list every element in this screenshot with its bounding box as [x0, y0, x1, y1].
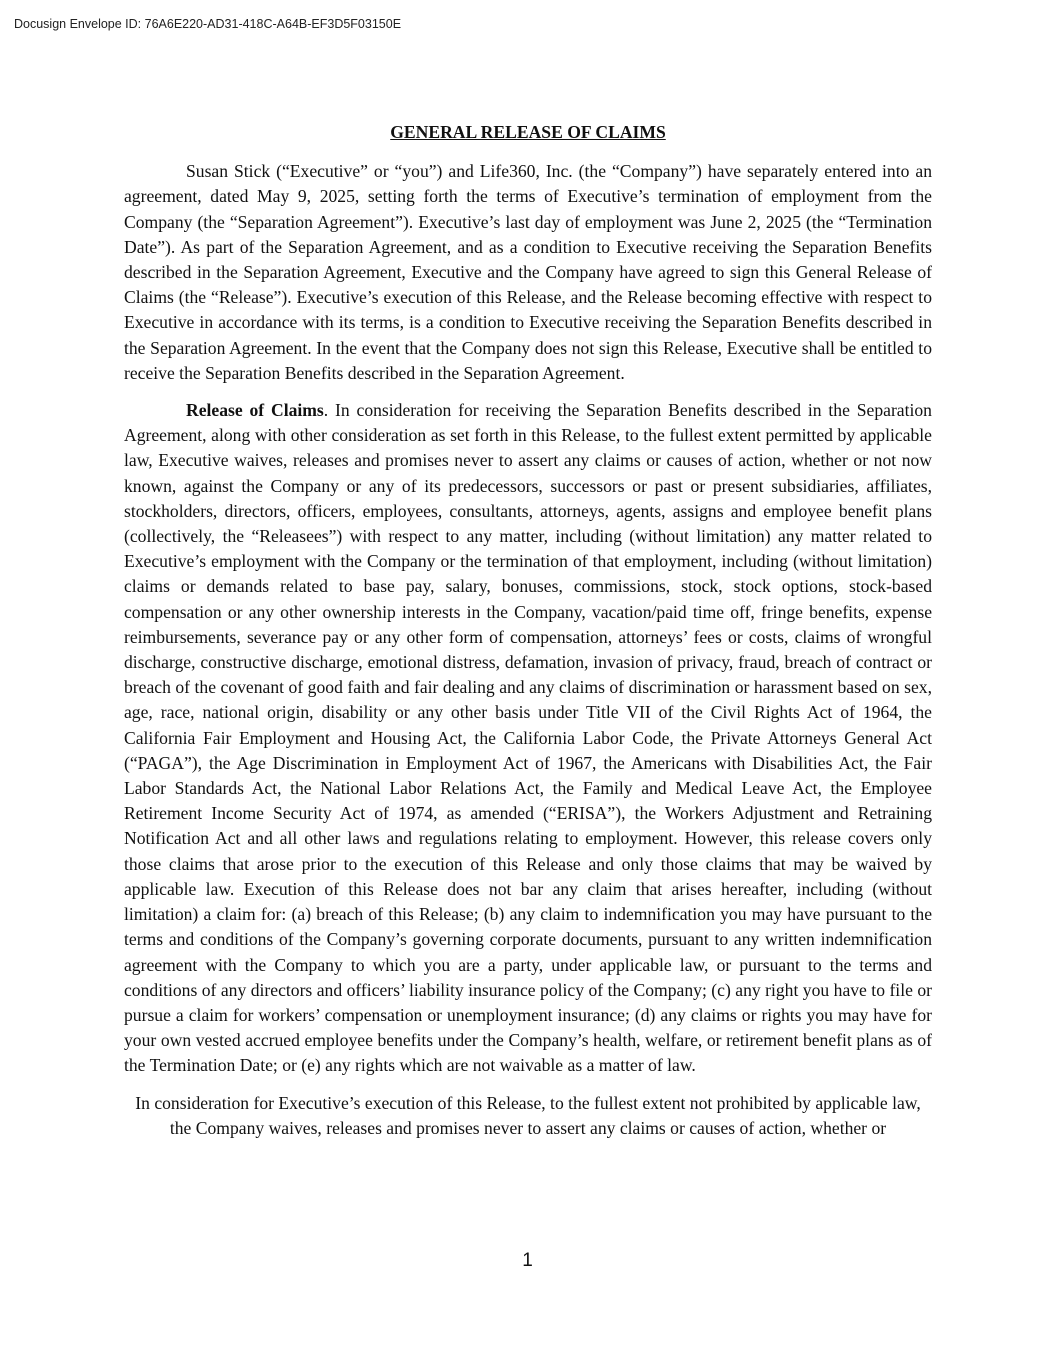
docusign-envelope-id: Docusign Envelope ID: 76A6E220-AD31-418C-A64B-EF3D5F03150E: [14, 17, 402, 31]
company-release-paragraph: In consideration for Executive’s execution of this Release, to the fullest extent not prohibited by applicable law, the Company waives, releases and promises never to assert any claims or causes of action, whether or: [135, 1092, 921, 1138]
document-body: [124, 120, 932, 1141]
document-title: GENERAL RELEASE OF CLAIMS: [390, 122, 666, 142]
page-number: 1: [522, 1250, 533, 1271]
release-of-claims-paragraph: [124, 398, 932, 1078]
release-of-claims-text: . In consideration for receiving the Separation Benefits described in the Separation Agreement, along with other consideration as set forth in this Release, to the fullest extent permitted by applicable law, Executive waives, releases and promises never to assert any claims or causes of action, whether or not now known, against the Company or any of its predecessors, successors or past or present subsidiaries, affiliates, stockholders, directors, officers, employees, consultants, attorneys, agents, assigns and employee benefit plans (collectively, the “Releasees”) with respect to any matter, including (without limitation) any matter related to Executive’s employment with the Company or the termination of that employment, including (without limitation) claims or demands related to base pay, salary, bonuses, commissions, stock, stock options, stock-based compensation or any other ownership interests in the Company, vacation/paid time off, fringe benefits, expense reimbursements, severance pay or any other form of compensation, attorneys’ fees or costs, claims of wrongful discharge, constructive discharge, emotional distress, defamation, invasion of privacy, fraud, breach of contract or breach of the covenant of good faith and fair dealing and any claims of discrimination or harassment based on sex, age, race, national origin, disability or any other basis under Title VII of the Civil Rights Act of 1964, the California Fair Employment and Housing Act, the California Labor Code, the Private Attorneys General Act (“PAGA”), the Age Discrimination in Employment Act of 1967, the Americans with Disabilities Act, the Fair Labor Standards Act, the National Labor Relations Act, the Family and Medical Leave Act, the Employee Retirement Income Security Act of 1974, as amended (“ERISA”), the Workers Adjustment and Retraining Notification Act and all other laws and regulations relating to employment. However, this release covers only those claims that arose prior to the execution of this Release and only those claims that may be waived by applicable law. Execution of this Release does not bar any claim that arises hereafter, including (without limitation) a claim for: (a) breach of this Release; (b) any claim to indemnification you may have pursuant to the terms and conditions of the Company’s governing corporate documents, pursuant to any written indemnification agreement with the Company to which you are a party, under applicable law, or pursuant to the terms and conditions of any directors and officers’ liability insurance policy of the Company; (c) any right you have to file or pursue a claim for workers’ compensation or unemployment insurance; (d) any claims or rights you may have for your own vested accrued employee benefits under the Company’s health, welfare, or retirement benefit plans as of the Termination Date; or (e) any rights which are not waivable as a matter of law.: [124, 400, 932, 1076]
intro-paragraph: Susan Stick (“Executive” or “you”) and Life360, Inc. (the “Company”) have separately entered into an agreement, dated May 9, 2025, setting forth the terms of Executive’s termination of employment from the Company (the “Separation Agreement”). Executive’s last day of employment was June 2, 2025 (the “Termination Date”). As part of the Separation Agreement, and as a condition to Executive receiving the Separation Benefits described in the Separation Agreement, Executive and the Company have agreed to sign this General Release of Claims (the “Release”). Executive’s execution of this Release, and the Release becoming effective with respect to Executive in accordance with its terms, is a condition to Executive receiving the Separation Benefits described in the Separation Agreement. In the event that the Company does not sign this Release, Executive shall be entitled to receive the Separation Benefits described in the Separation Agreement.: [124, 161, 932, 383]
release-of-claims-heading: Release of Claims: [186, 400, 324, 421]
